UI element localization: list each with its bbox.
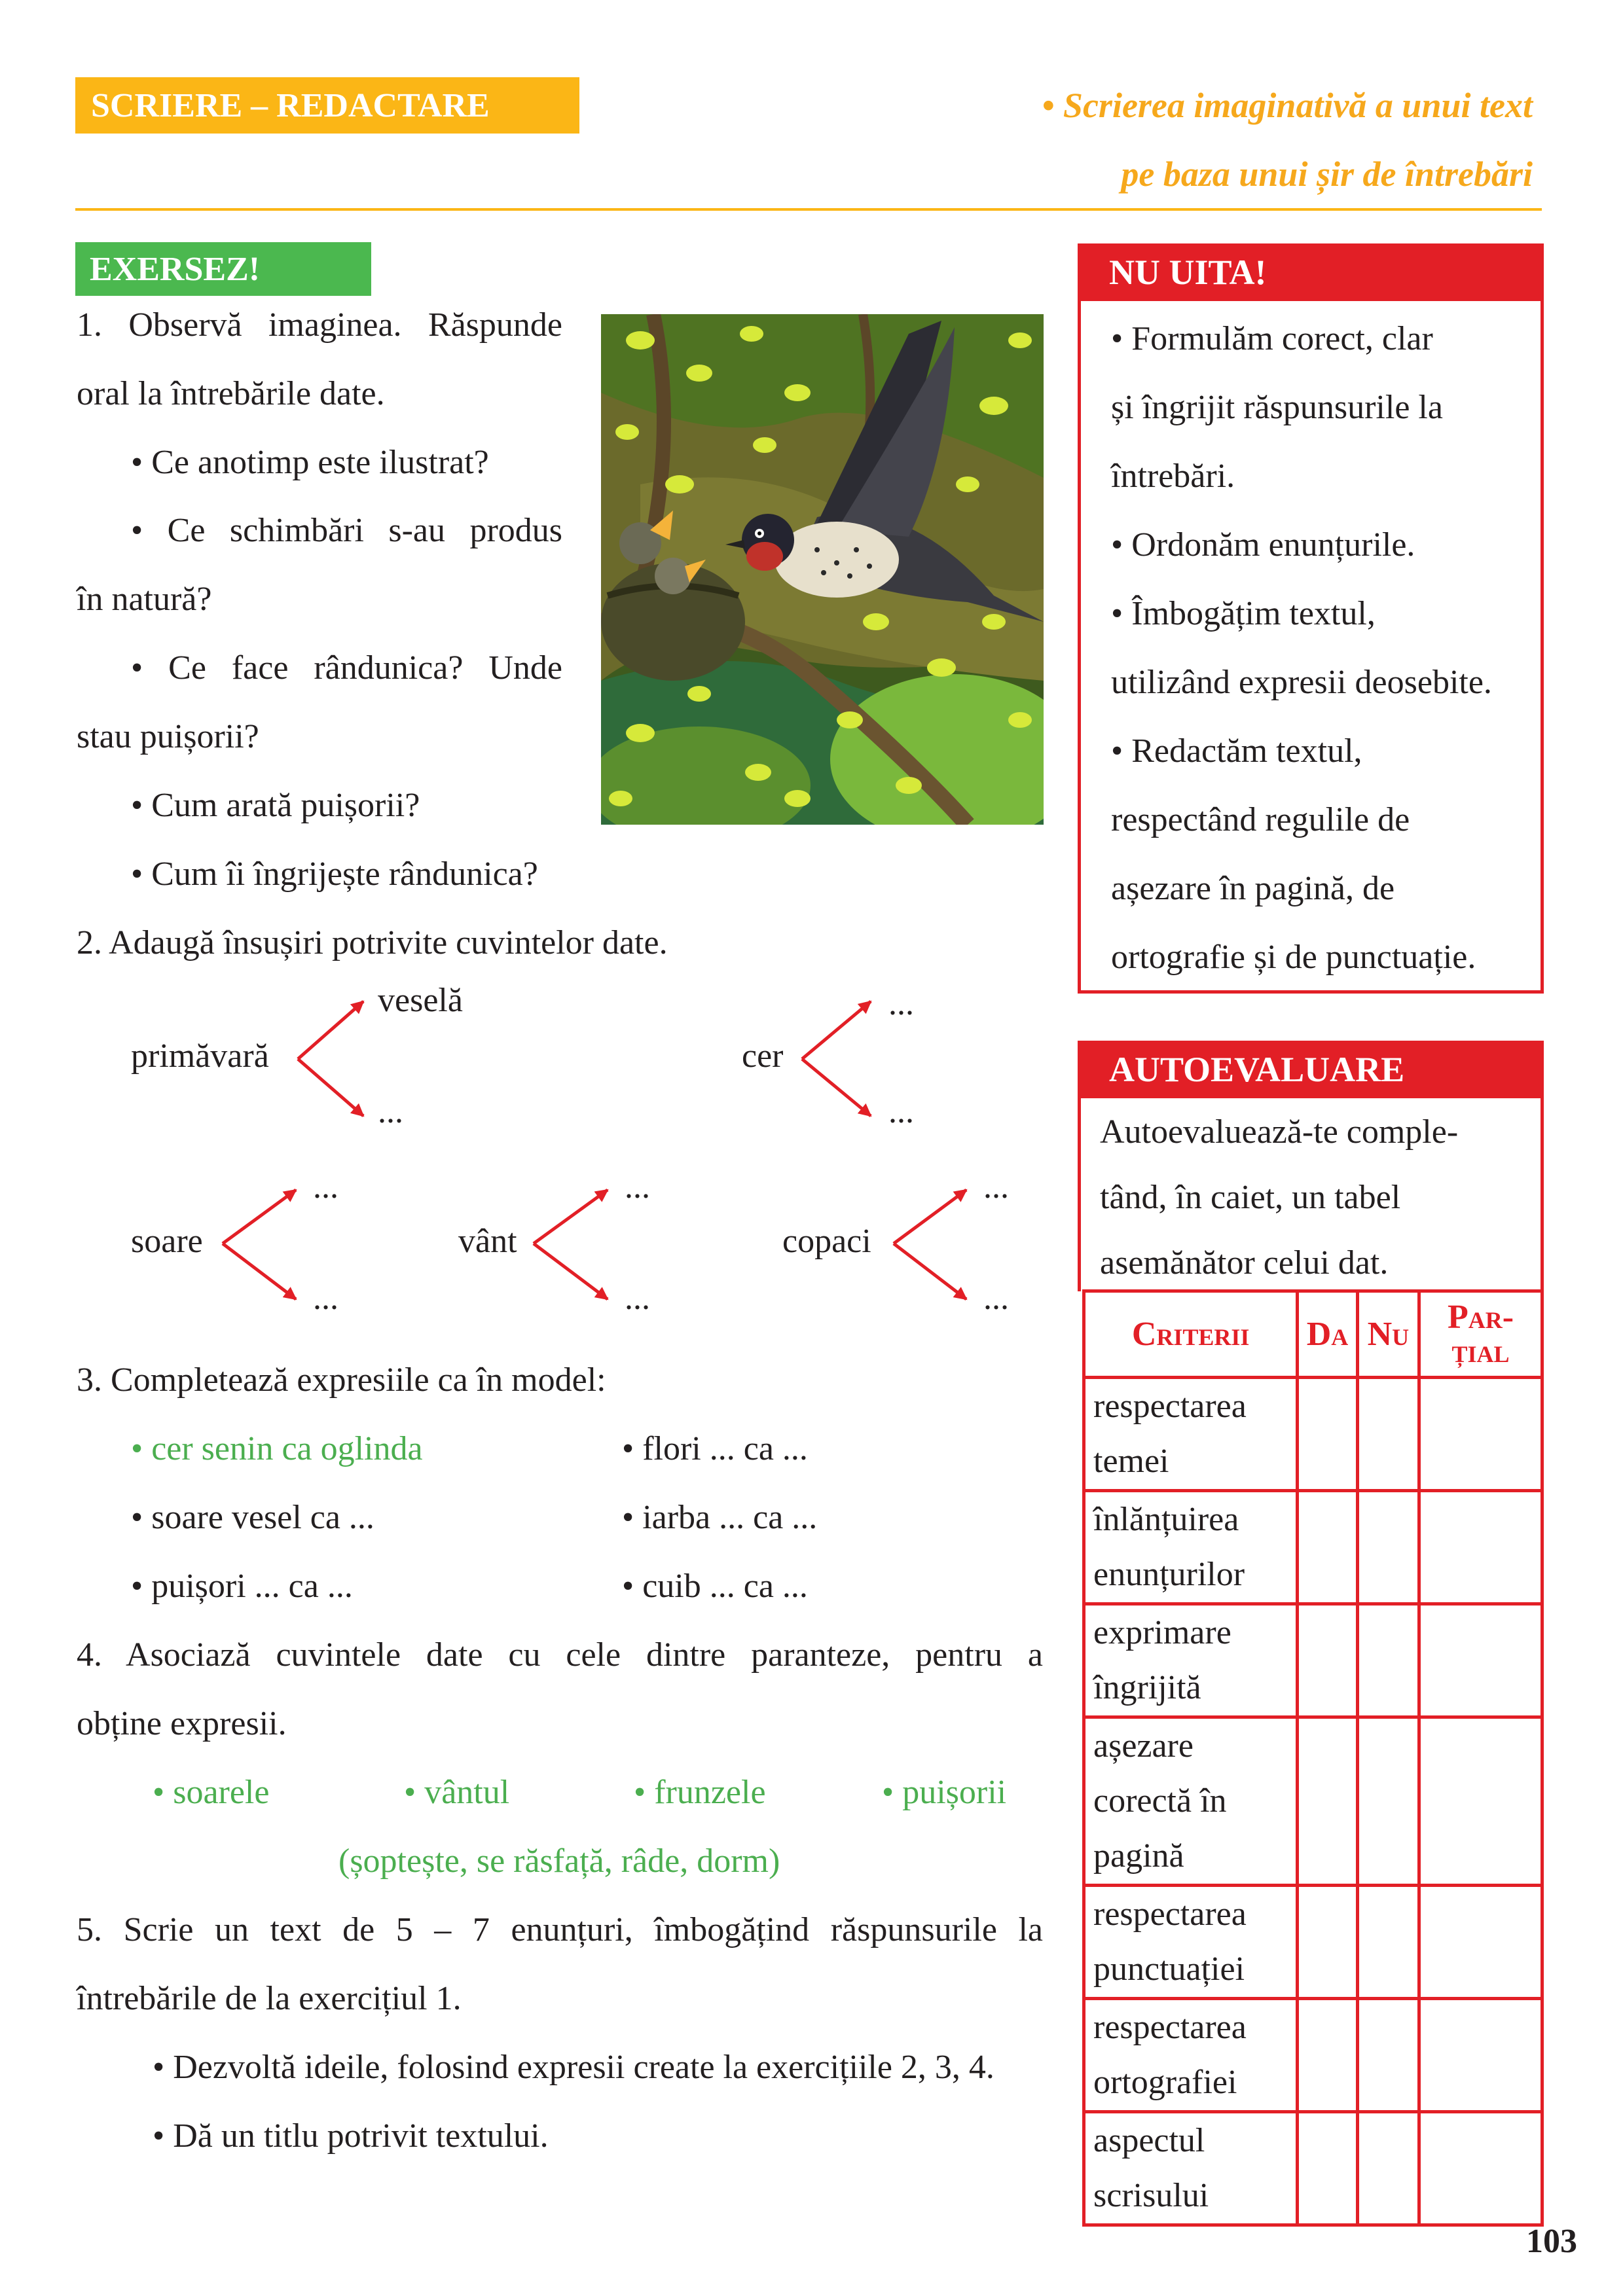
nu-uita-line-2: și îngrijit răspunsurile la: [1111, 389, 1443, 426]
page-number: 103: [1526, 2223, 1577, 2260]
ex1-question-3b: stau puișorii?: [77, 718, 259, 755]
section-label: SCRIERE – REDACTARE: [91, 86, 490, 124]
criteria-table: [1082, 1289, 1544, 2227]
cell-nu: [1357, 1999, 1419, 2112]
table-row: [1084, 1491, 1542, 1604]
ex2-vant-bottom-blank: ...: [625, 1280, 650, 1317]
ex4-line2: obține expresii.: [77, 1705, 287, 1742]
nu-uita-line-7: • Redactăm textul,: [1111, 732, 1362, 770]
ex3-instruction: 3. Completează expresiile ca în model:: [77, 1361, 606, 1399]
ex4-verbs: (șoptește, se răsfață, râde, dorm): [338, 1842, 780, 1880]
ex4-word-puisorii: • puișorii: [882, 1774, 1007, 1811]
row-7-line-2: scrisului: [1093, 2177, 1209, 2214]
nu-uita-line-1: • Formulăm corect, clar: [1111, 320, 1433, 357]
col-da: Da: [1298, 1291, 1357, 1378]
col-nu: Nu: [1357, 1291, 1419, 1378]
autoevaluare-line-3: asemănător celui dat.: [1100, 1244, 1389, 1282]
cell-nu: [1357, 1491, 1419, 1604]
exersez-label: EXERSEZ!: [90, 250, 261, 288]
cell-partial: [1419, 1717, 1542, 1886]
ex1-question-5: • Cum îi îngrijește rândunica?: [131, 855, 538, 893]
ex1-question-1: • Ce anotimp este ilustrat?: [131, 444, 489, 481]
col-partial: [1419, 1291, 1542, 1378]
ex2-soare-bottom-blank: ...: [313, 1280, 338, 1317]
autoevaluare-title: AUTOEVALUARE: [1109, 1050, 1405, 1089]
table-row: [1084, 1604, 1542, 1717]
ex2-word-copaci: copaci: [782, 1223, 871, 1260]
ex5-line2: întrebările de la exercițiul 1.: [77, 1980, 462, 2017]
nu-uita-line-4: • Ordonăm enunțurile.: [1111, 526, 1415, 564]
ex2-word-primavara: primăvară: [131, 1037, 269, 1075]
ex3-item-2: • puișori ... ca ...: [131, 1568, 353, 1605]
cell-da: [1298, 1717, 1357, 1886]
nu-uita-title: NU UITA!: [1109, 253, 1267, 292]
arrow-vant-up: [534, 1190, 608, 1244]
row-6-line-1: respectarea: [1093, 2009, 1247, 2046]
nu-uita-line-10: ortografie și de punctuație.: [1111, 939, 1476, 976]
ex2-instruction: 2. Adaugă însușiri potrivite cuvintelor date.: [77, 924, 668, 961]
row-3-line-2: îngrijită: [1093, 1669, 1201, 1706]
row-2-line-1: înlănțuirea: [1093, 1501, 1239, 1538]
nu-uita-header: [1078, 243, 1544, 301]
row-7-line-1: aspectul: [1093, 2122, 1205, 2159]
row-4-line-2: corectă în: [1093, 1782, 1227, 1820]
row-2-line-2: enunțurilor: [1093, 1556, 1245, 1593]
nu-uita-line-5: • Îmbogățim textul,: [1111, 595, 1376, 632]
nu-uita-line-6: utilizând expresii deosebite.: [1111, 664, 1492, 701]
cell-nu: [1357, 2112, 1419, 2225]
arrow-soare-up: [223, 1190, 296, 1244]
ex5-bullet-2: • Dă un titlu potrivit textului.: [153, 2117, 549, 2155]
row-4-line-1: așezare: [1093, 1727, 1194, 1765]
cell-da: [1298, 1886, 1357, 1999]
ex1-question-2b: în natură?: [77, 581, 212, 618]
nu-uita-line-9: așezare în pagină, de: [1111, 870, 1395, 907]
cell-nu: [1357, 1378, 1419, 1491]
ex2-soare-top-blank: ...: [313, 1168, 338, 1206]
cell-da: [1298, 1604, 1357, 1717]
arrow-primavara-down: [298, 1059, 363, 1116]
cell-partial: [1419, 1886, 1542, 1999]
ex4-word-soarele: • soarele: [153, 1774, 270, 1811]
topic-line-1: • Scrierea imaginativă a unui text: [1042, 86, 1533, 125]
ex4-word-frunzele: • frunzele: [634, 1774, 766, 1811]
ex2-cer-bottom-blank: ...: [888, 1093, 914, 1130]
arrow-cer-up: [802, 1001, 871, 1059]
ex2-primavara-top-answer: veselă: [378, 982, 463, 1019]
table-row: [1084, 2112, 1542, 2225]
ex2-word-vant: vânt: [458, 1223, 517, 1260]
row-5-line-2: punctuației: [1093, 1950, 1245, 1988]
ex5-line1: 5. Scrie un text de 5 – 7 enunțuri, îmbogățind răspunsurile la: [77, 1911, 1043, 1948]
autoevaluare-header: [1078, 1041, 1544, 1098]
row-6-line-2: ortografiei: [1093, 2064, 1237, 2101]
ex4-line1: 4. Asociază cuvintele date cu cele dintre paranteze, pentru a: [77, 1636, 1043, 1674]
ex1-question-2a: • Ce schimbări s-au produs: [131, 512, 562, 549]
ex4-word-vantul: • vântul: [404, 1774, 510, 1811]
cell-partial: [1419, 1604, 1542, 1717]
row-1-line-2: temei: [1093, 1443, 1169, 1480]
cell-partial: [1419, 1378, 1542, 1491]
ex1-question-3a: • Ce face rândunica? Unde: [131, 649, 562, 687]
table-row: [1084, 1886, 1542, 1999]
ex3-model: • cer senin ca oglinda: [131, 1430, 423, 1467]
nu-uita-line-8: respectând regulile de: [1111, 801, 1410, 838]
autoevaluare-line-1: Autoevaluează-te comple-: [1100, 1113, 1459, 1151]
ex2-vant-top-blank: ...: [625, 1168, 650, 1206]
row-5-line-1: respectarea: [1093, 1895, 1247, 1933]
ex5-bullet-1: • Dezvoltă ideile, folosind expresii create la exercițiile 2, 3, 4.: [153, 2049, 994, 2086]
col-partial-line-2: țial: [1451, 1332, 1510, 1370]
cell-da: [1298, 1999, 1357, 2112]
arrow-copaci-down: [894, 1244, 966, 1299]
nu-uita-line-3: întrebări.: [1111, 457, 1235, 495]
arrow-primavara-up: [298, 1001, 363, 1059]
ex2-cer-top-blank: ...: [888, 985, 914, 1022]
row-3-line-1: exprimare: [1093, 1614, 1231, 1651]
table-row: [1084, 1378, 1542, 1491]
arrow-vant-down: [534, 1244, 608, 1299]
table-row: [1084, 1717, 1542, 1886]
ex2-word-soare: soare: [131, 1223, 203, 1260]
ex2-copaci-bottom-blank: ...: [983, 1280, 1009, 1317]
ex3-item-1: • soare vesel ca ...: [131, 1499, 374, 1536]
ex2-primavara-bottom-blank: ...: [378, 1093, 403, 1130]
ex1-line1: 1. Observă imaginea. Răspunde: [77, 306, 562, 344]
col-criterii: Criterii: [1084, 1291, 1298, 1378]
criteria-header-row: [1084, 1291, 1542, 1378]
cell-partial: [1419, 2112, 1542, 2225]
cell-da: [1298, 1491, 1357, 1604]
table-row: [1084, 1999, 1542, 2112]
autoevaluare-line-2: tând, în caiet, un tabel: [1100, 1179, 1401, 1216]
ex3-item-3: • flori ... ca ...: [622, 1430, 808, 1467]
arrow-soare-down: [223, 1244, 296, 1299]
ex1-question-4: • Cum arată puișorii?: [131, 787, 420, 824]
ex2-word-cer: cer: [742, 1037, 784, 1075]
ex1-line2: oral la întrebările date.: [77, 375, 385, 412]
ex3-item-5: • cuib ... ca ...: [622, 1568, 808, 1605]
cell-nu: [1357, 1717, 1419, 1886]
ex2-copaci-top-blank: ...: [983, 1168, 1009, 1206]
cell-nu: [1357, 1604, 1419, 1717]
cell-nu: [1357, 1886, 1419, 1999]
topic-line-2: pe baza unui șir de întrebări: [1121, 154, 1533, 194]
cell-da: [1298, 1378, 1357, 1491]
cell-partial: [1419, 1999, 1542, 2112]
arrow-cer-down: [802, 1059, 871, 1116]
col-partial-line-1: Par-: [1448, 1298, 1514, 1336]
arrow-copaci-up: [894, 1190, 966, 1244]
cell-partial: [1419, 1491, 1542, 1604]
row-4-line-3: pagină: [1093, 1837, 1184, 1874]
cell-da: [1298, 2112, 1357, 2225]
ex3-item-4: • iarba ... ca ...: [622, 1499, 818, 1536]
row-1-line-1: respectarea: [1093, 1388, 1247, 1425]
